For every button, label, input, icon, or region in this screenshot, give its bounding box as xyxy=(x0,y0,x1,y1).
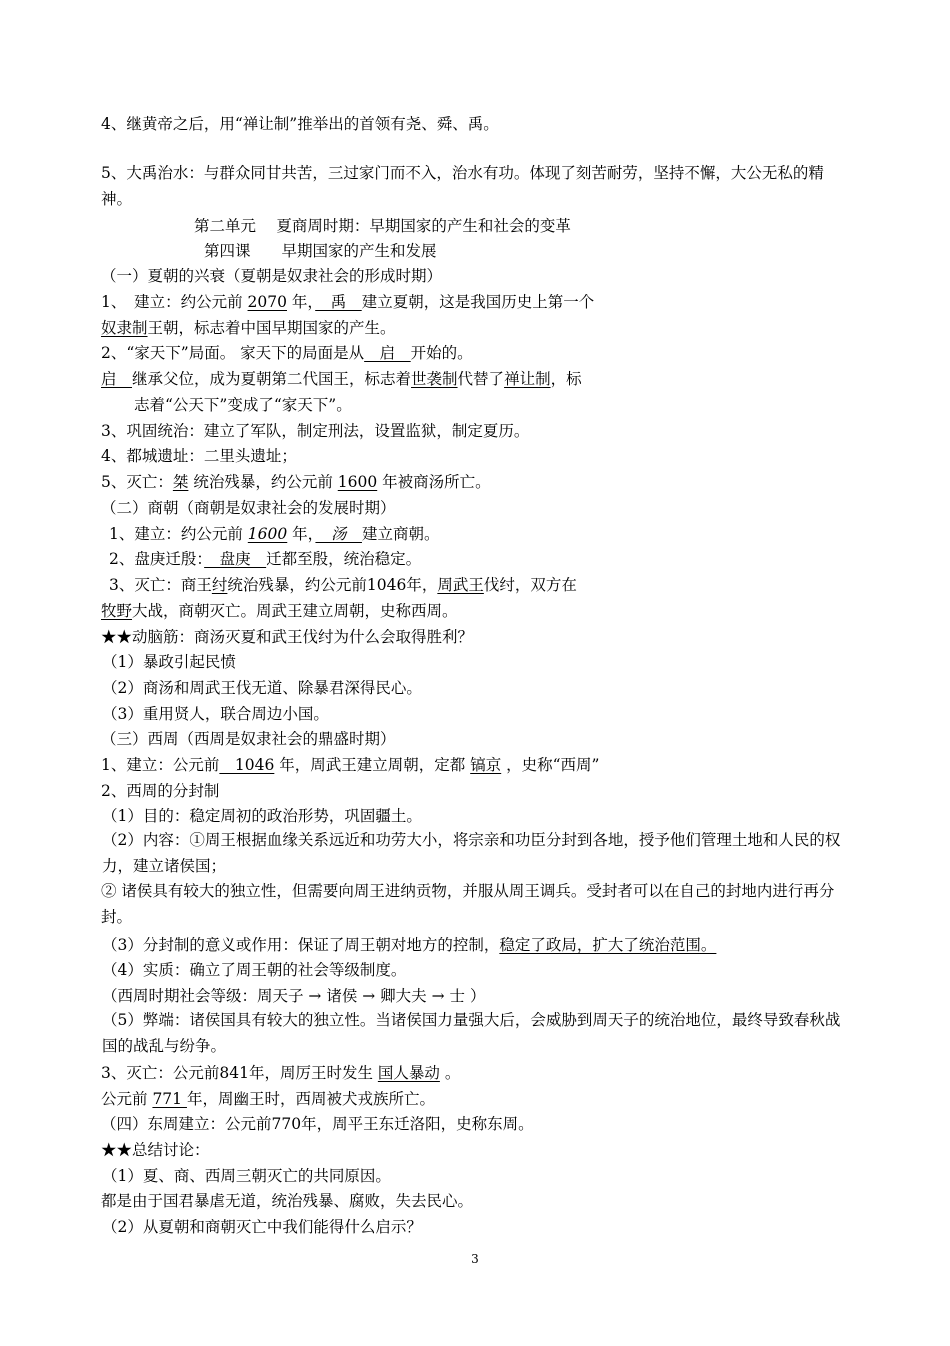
think-answer-2: （2）商汤和周武王伐无道、除暴君深得民心。 xyxy=(102,679,422,697)
text-line-zhou-fall-cont: 公元前 771 年，周幽王时，西周被犬戎族所亡。 xyxy=(101,1090,435,1108)
text-line-pangeng: 2、盘庚迁殷： 盘庚 迁都至殷，统治稳定。 xyxy=(109,550,422,568)
section-heading-xia: （一）夏朝的兴衰（夏朝是奴隶社会的形成时期） xyxy=(101,267,443,285)
text-paragraph-dayu: 5、大禹治水：与群众同甘共苦，三过家门而不入，治水有功。体现了刻苦耐劳，坚持不懈，大公无私的精神。 xyxy=(101,164,824,208)
text-paragraph-fenfeng-drawback: （5）弊端：诸侯国具有较大的独立性。当诸侯国力量强大后，会威胁到周天子的统治地位，最终导致春秋战国的战乱与纷争。 xyxy=(102,1011,841,1055)
text-line-shanrang: 4、继黄帝之后，用“禅让制”推举出的首领有尧、舜、禹。 xyxy=(101,115,499,133)
think-question: ★★动脑筋：商汤灭夏和武王伐纣为什么会取得胜利？ xyxy=(101,628,474,646)
summary-item-2: （2）从夏朝和商朝灭亡中我们能得什么启示？ xyxy=(102,1218,422,1236)
text-line-jiatianxia: 2、“家天下”局面。 家天下的局面是从 启 开始的。 xyxy=(101,344,473,362)
text-paragraph-fenfeng-content: （2）内容：①周王根据血缘关系远近和功劳大小，将宗亲和功臣分封到各地，授予他们管理土地和人民的权力，建立诸侯国； xyxy=(102,831,841,875)
text-line-capital-site: 4、都城遗址：二里头遗址； xyxy=(101,447,297,465)
text-line-dongzhou: （四）东周建立：公元前770年，周平王东迁洛阳，史称东周。 xyxy=(101,1115,534,1133)
summary-answer-1: 都是由于国君暴虐无道，统治残暴、腐败，失去民心。 xyxy=(101,1192,474,1210)
text-line-shang-fall-cont: 牧野大战，商朝灭亡。周武王建立周朝，史称西周。 xyxy=(101,602,458,620)
section-heading-zhou: （三）西周（西周是奴隶社会的鼎盛时期） xyxy=(101,730,396,748)
text-line-fenfeng-essence: （4）实质：确立了周王朝的社会等级制度。 xyxy=(102,961,407,979)
text-line-fenfeng: 2、西周的分封制 xyxy=(101,782,220,800)
text-line-consolidate: 3、巩固统治：建立了军队，制定刑法，设置监狱，制定夏历。 xyxy=(101,422,530,440)
unit-title: 第二单元 夏商周时期：早期国家的产生和社会的变革 xyxy=(194,217,571,235)
think-answer-3: （3）重用贤人，联合周边小国。 xyxy=(102,705,329,723)
text-line-shang-founding: 1、建立：约公元前 1600 年， 汤 建立商朝。 xyxy=(109,525,440,543)
lesson-title: 第四课 早期国家的产生和发展 xyxy=(204,242,437,260)
section-heading-shang: （二）商朝（商朝是奴隶社会的发展时期） xyxy=(101,499,396,517)
text-line-social-hierarchy: （西周时期社会等级：周天子 → 诸侯 → 卿大夫 → 士 ） xyxy=(102,987,486,1005)
text-line-xia-fall: 5、灭亡：桀 统治残暴，约公元前 1600 年被商汤所亡。 xyxy=(101,473,491,491)
think-answer-1: （1）暴政引起民愤 xyxy=(102,653,236,671)
summary-item-1: （1）夏、商、西周三朝灭亡的共同原因。 xyxy=(102,1167,391,1185)
summary-question: ★★总结讨论： xyxy=(101,1141,210,1159)
page-number: 3 xyxy=(471,1252,479,1266)
text-line-fenfeng-meaning: （3）分封制的意义或作用：保证了周王朝对地方的控制，稳定了政局，扩大了统治范围。 xyxy=(102,936,717,954)
text-line-xia-founding-cont: 奴隶制王朝，标志着中国早期国家的产生。 xyxy=(101,319,396,337)
text-line-fenfeng-purpose: （1）目的：稳定周初的政治形势，巩固疆土。 xyxy=(102,807,422,825)
text-line-qi-cont: 志着“公天下”变成了“家天下”。 xyxy=(134,396,352,414)
text-line-zhou-founding: 1、建立：公元前 1046 年，周武王建立周朝，定都 镐京 ，史称“西周” xyxy=(101,756,600,774)
text-line-xia-founding: 1、 建立：约公元前 2070 年， 禹 建立夏朝，这是我国历史上第一个 xyxy=(101,293,595,311)
text-line-qi: 启 继承父位，成为夏朝第二代国王，标志着世袭制代替了禅让制，标 xyxy=(101,370,582,388)
text-paragraph-fenfeng-content-2: ② 诸侯具有较大的独立性，但需要向周王进纳贡物，并服从周王调兵。受封者可以在自己的封地内进行再分封。 xyxy=(101,882,835,926)
text-line-zhou-fall: 3、灭亡：公元前841年，周厉王时发生 国人暴动 。 xyxy=(101,1064,461,1082)
text-line-shang-fall: 3、灭亡：商王纣统治残暴，约公元前1046年，周武王伐纣，双方在 xyxy=(109,576,577,594)
